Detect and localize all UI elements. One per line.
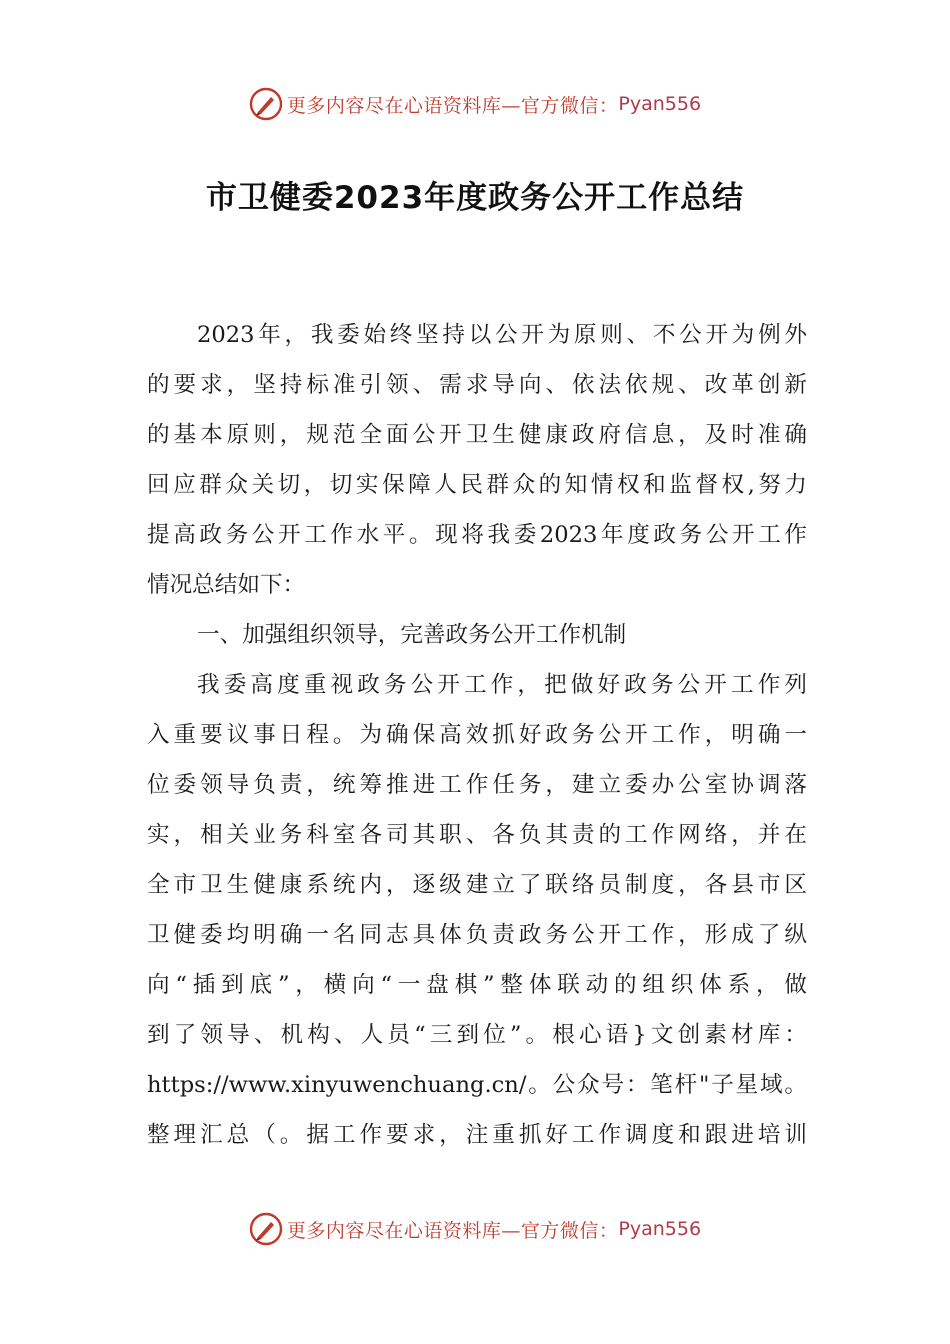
paragraph-line: 2023年，我委始终坚持以公开为原则、不公开为例外 [197, 322, 807, 348]
paragraph-line: 向“插到底”，横向“一盘棋”整体联动的组织体系，做 [147, 972, 807, 998]
paragraph-line: 我委高度重视政务公开工作，把做好政务公开工作列 [197, 672, 807, 698]
section-heading: 一、加强组织领导，完善政务公开工作机制 [197, 622, 627, 648]
wechat-id: Pyan556 [618, 93, 702, 115]
document-title: 市卫健委2023年度政务公开工作总结 [205, 180, 745, 216]
pen-logo-icon [249, 87, 283, 121]
paragraph-line: 全市卫生健康系统内，逐级建立了联络员制度，各县市区 [147, 872, 807, 898]
wechat-id: Pyan556 [618, 1218, 702, 1240]
banner-text: 更多内容尽在心语资料库—官方微信： [286, 94, 619, 117]
paragraph-line: 卫健委均明确一名同志具体负责政务公开工作，形成了纵 [147, 922, 807, 948]
paragraph-line: 位委领导负责，统筹推进工作任务，建立委办公室协调落 [147, 772, 807, 798]
footer-banner [0, 1209, 950, 1249]
paragraph-line: 情况总结如下： [147, 572, 306, 598]
pen-logo-icon [249, 1212, 283, 1246]
paragraph-line: 到了领导、机构、人员“三到位”。根心语}文创素材库： [147, 1022, 807, 1048]
paragraph-line: 提高政务公开工作水平。现将我委2023年度政务公开工作 [147, 522, 807, 548]
paragraph-line: 的基本原则，规范全面公开卫生健康政府信息，及时准确 [147, 422, 807, 448]
document-body [147, 310, 807, 1160]
header-banner [0, 84, 950, 124]
banner-text: 更多内容尽在心语资料库—官方微信： [286, 1219, 619, 1242]
paragraph-line: 回应群众关切，切实保障人民群众的知情权和监督权,努力 [147, 472, 807, 498]
paragraph-line: 实，相关业务科室各司其职、各负其责的工作网络，并在 [147, 822, 807, 848]
paragraph-line: 的要求，坚持标准引领、需求导向、依法依规、改革创新 [147, 372, 807, 398]
paragraph-line: 入重要议事日程。为确保高效抓好政务公开工作，明确一 [147, 722, 807, 748]
paragraph-line: https://www.xinyuwenchuang.cn/。公众号：笔杆"子星域。 [147, 1072, 807, 1098]
paragraph-line: 整理汇总（。据工作要求，注重抓好工作调度和跟进培训 [147, 1122, 807, 1148]
